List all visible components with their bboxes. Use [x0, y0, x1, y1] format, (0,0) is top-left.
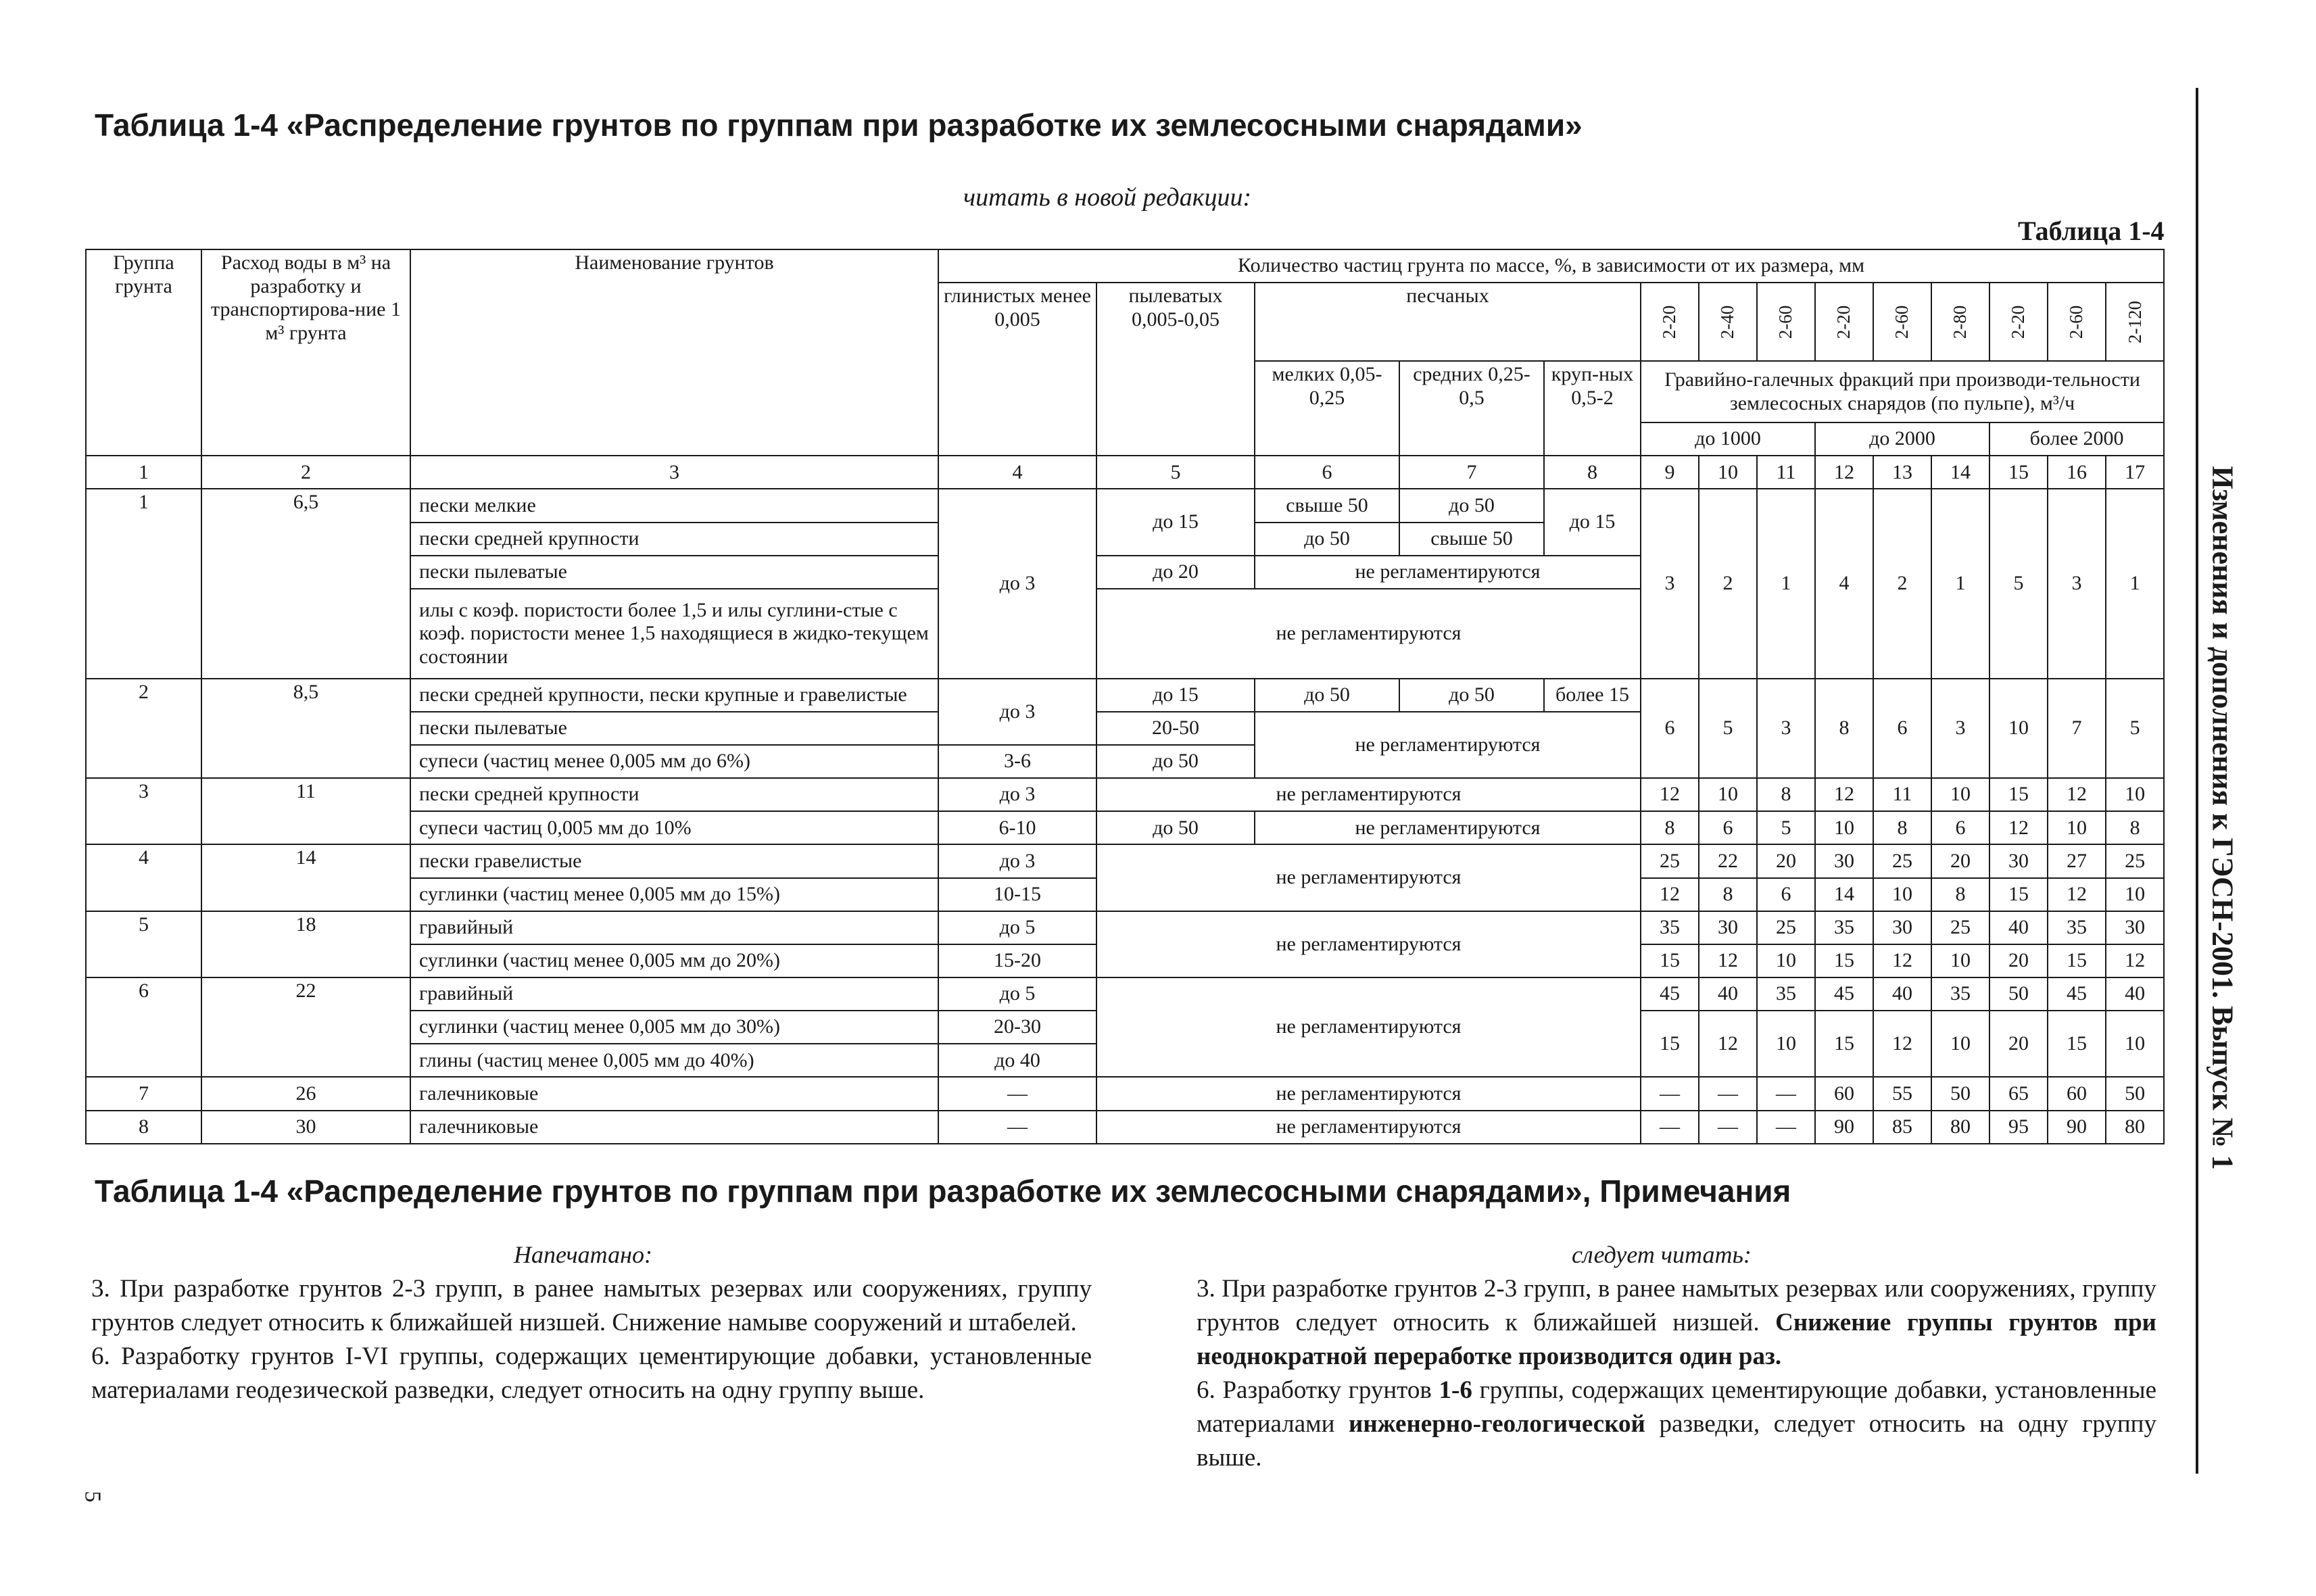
table-cell: 85 — [1873, 1111, 1931, 1144]
hdr-size: 2-20 — [1815, 283, 1873, 361]
table-cell: 80 — [2106, 1111, 2164, 1144]
hdr-perf: до 1000 — [1641, 422, 1815, 456]
table-cell: 6 — [1641, 679, 1699, 778]
table-cell: свыше 50 — [1399, 523, 1544, 556]
table-cell: пески гравелистые — [410, 844, 938, 877]
table-cell: супеси частиц 0,005 мм до 10% — [410, 811, 938, 844]
table-cell: 10 — [1699, 778, 1757, 811]
table-cell: 10 — [1873, 878, 1931, 911]
table-cell: 15 — [1815, 944, 1873, 977]
table-cell: 16 — [2048, 456, 2106, 489]
table-cell: 35 — [1641, 911, 1699, 944]
table-cell: до 50 — [1096, 811, 1255, 844]
table-cell: илы с коэф. пористости более 1,5 и илы суглини-стые с коэф. пористости менее 1,5 находящиеся в жидко-текущем состоянии — [410, 589, 938, 679]
table-cell: 30 — [1989, 844, 2048, 877]
table-cell: 5 — [2106, 679, 2164, 778]
table-cell: пески средней крупности, пески крупные и гравелистые — [410, 679, 938, 712]
table-cell: 1 — [2106, 489, 2164, 678]
table-cell: 12 — [1699, 1011, 1757, 1077]
table-cell: 6 — [1931, 811, 1989, 844]
table-cell: 12 — [1989, 811, 2048, 844]
table-cell: пески средней крупности — [410, 523, 938, 556]
table-cell: до 50 — [1096, 745, 1255, 778]
table-cell: 35 — [2048, 911, 2106, 944]
should-read-title: следует читать: — [1572, 1241, 1752, 1268]
note-6-old: 6. Разработку грунтов I-VI группы, содержащих цементирующие добавки, установленные материалами геодезической разведки, следует относить на одну группу выше. — [91, 1343, 1092, 1404]
table-cell: 2 — [1699, 489, 1757, 678]
table-cell: 12 — [1873, 944, 1931, 977]
table-cell: суглинки (частиц менее 0,005 мм до 20%) — [410, 944, 938, 977]
table-cell: 30 — [1815, 844, 1873, 877]
table-cell: 12 — [1873, 1011, 1931, 1077]
margin-rule — [2196, 88, 2198, 1474]
table-cell: галечниковые — [410, 1077, 938, 1110]
table-cell: 5 — [1989, 489, 2048, 678]
table-cell: 20 — [1989, 944, 2048, 977]
table-cell: 8 — [1873, 811, 1931, 844]
table-cell: 10 — [1699, 456, 1757, 489]
table-cell: 2 — [86, 679, 201, 778]
table-cell: 8,5 — [201, 679, 410, 778]
table-cell: не регламентируются — [1096, 911, 1641, 977]
table-row — [86, 977, 2164, 1011]
hdr-group: Группа грунта — [86, 249, 201, 456]
hdr-sand: песчаных — [1255, 283, 1641, 361]
table-cell: 6,5 — [201, 489, 410, 678]
table-cell: 15 — [1641, 944, 1699, 977]
table-cell: — — [1757, 1077, 1815, 1110]
table-cell: 11 — [1757, 456, 1815, 489]
table-cell: — — [938, 1111, 1096, 1144]
table-cell: 55 — [1873, 1077, 1931, 1110]
table-cell: до 40 — [938, 1044, 1096, 1077]
table-cell: 45 — [2048, 977, 2106, 1011]
table-cell: 10 — [1757, 1011, 1815, 1077]
hdr-perf: до 2000 — [1815, 422, 1989, 456]
table-cell: 40 — [2106, 977, 2164, 1011]
hdr-coarse: круп-ных 0,5-2 — [1544, 361, 1641, 456]
table-cell: 3 — [1757, 679, 1815, 778]
note-6-new: 6. Разработку грунтов 1-6 группы, содержащих цементирующие добавки, установленные материалами инженерно-геологической разведки, следует относить на одну группу выше. — [1197, 1376, 2156, 1472]
table-cell: 22 — [1699, 844, 1757, 877]
hdr-size: 2-60 — [1873, 283, 1931, 361]
hdr-medium: средних 0,25-0,5 — [1399, 361, 1544, 456]
table-row — [86, 679, 2164, 712]
table-row — [86, 1077, 2164, 1110]
table-cell: 20-50 — [1096, 712, 1255, 745]
table-cell: 4 — [1815, 489, 1873, 678]
table-cell: 13 — [1873, 456, 1931, 489]
table-caption: Таблица 1-4 — [2018, 216, 2165, 246]
table-cell: свыше 50 — [1255, 489, 1399, 522]
table-cell: до 3 — [938, 679, 1096, 745]
table-cell: 25 — [1641, 844, 1699, 877]
table-cell: 80 — [1931, 1111, 1989, 1144]
table-cell: 5 — [1757, 811, 1815, 844]
table-cell: 8 — [1544, 456, 1641, 489]
table-cell: не регламентируются — [1096, 589, 1641, 679]
table-cell: 8 — [1641, 811, 1699, 844]
table-cell: 14 — [1815, 878, 1873, 911]
table-cell: до 50 — [1399, 679, 1544, 712]
table-cell: супеси (частиц менее 0,005 мм до 6%) — [410, 745, 938, 778]
table-cell: пески пылеватые — [410, 712, 938, 745]
table-row — [86, 489, 2164, 522]
table-cell: 6 — [1699, 811, 1757, 844]
table-cell: 22 — [201, 977, 410, 1077]
table-cell: 15 — [1641, 1011, 1699, 1077]
table-cell: до 15 — [1096, 489, 1255, 555]
table-heading: Таблица 1-4 «Распределение грунтов по группам при разработке их землесосными снарядами» — [95, 107, 1583, 143]
table-cell: 50 — [1931, 1077, 1989, 1110]
running-header-vertical: Изменения и дополнения к ГЭСН-2001. Выпуск № 1 — [2206, 466, 2240, 1170]
table-cell: не регламентируются — [1096, 844, 1641, 911]
table-cell: не регламентируются — [1096, 778, 1641, 811]
table-cell: 25 — [1757, 911, 1815, 944]
hdr-water: Расход воды в м³ на разработку и транспортирова-ние 1 м³ грунта — [201, 249, 410, 456]
table-row — [86, 911, 2164, 944]
table-cell: более 15 — [1544, 679, 1641, 712]
hdr-particles: Количество частиц грунта по массе, %, в зависимости от их размера, мм — [938, 249, 2164, 283]
table-cell: 15 — [1989, 778, 2048, 811]
table-cell: 30 — [1699, 911, 1757, 944]
table-cell: 11 — [201, 778, 410, 844]
table-cell: 3 — [2048, 489, 2106, 678]
table-cell: не регламентируются — [1096, 977, 1641, 1077]
table-cell: 10 — [1989, 679, 2048, 778]
hdr-name: Наименование грунтов — [410, 249, 938, 456]
hdr-size: 2-80 — [1931, 283, 1989, 361]
table-cell: 15 — [1989, 878, 2048, 911]
table-cell: 1 — [86, 489, 201, 678]
table-cell: 25 — [2106, 844, 2164, 877]
table-cell: 4 — [938, 456, 1096, 489]
table-cell: суглинки (частиц менее 0,005 мм до 30%) — [410, 1011, 938, 1044]
table-cell: 20 — [1931, 844, 1989, 877]
table-cell: галечниковые — [410, 1111, 938, 1144]
table-cell: до 50 — [1255, 523, 1399, 556]
table-cell: — — [1699, 1077, 1757, 1110]
hdr-size: 2-120 — [2106, 283, 2164, 361]
table-cell: 12 — [1699, 944, 1757, 977]
table-cell: суглинки (частиц менее 0,005 мм до 15%) — [410, 878, 938, 911]
table-cell: 12 — [1815, 456, 1873, 489]
table-cell: 6 — [86, 977, 201, 1077]
hdr-size: 2-20 — [1641, 283, 1699, 361]
table-cell: 30 — [201, 1111, 410, 1144]
table-cell: 8 — [86, 1111, 201, 1144]
table-cell: 3 — [1931, 679, 1989, 778]
table-cell: 30 — [1873, 911, 1931, 944]
table-cell: 7 — [86, 1077, 201, 1110]
table-cell: не регламентируются — [1255, 556, 1641, 589]
table-cell: 8 — [1757, 778, 1815, 811]
hdr-clay: глинистых менее 0,005 — [938, 283, 1096, 456]
table-cell: 35 — [1757, 977, 1815, 1011]
table-cell: 25 — [1873, 844, 1931, 877]
table-cell: 15 — [2048, 1011, 2106, 1077]
table-cell: 25 — [1931, 911, 1989, 944]
note-3-old: 3. При разработке грунтов 2-3 групп, в ранее намытых резервах или сооружениях, группу грунтов следует относить к ближайшей низшей. Снижение намыве сооружений и штабелей. — [91, 1275, 1092, 1336]
table-cell: до 5 — [938, 911, 1096, 944]
table-cell: до 3 — [938, 489, 1096, 678]
printed-title: Напечатано: — [514, 1241, 652, 1268]
corrected-notes — [1197, 1272, 2156, 1475]
table-cell: 12 — [1641, 778, 1699, 811]
table-cell: 15 — [2048, 944, 2106, 977]
table-cell: 2 — [201, 456, 410, 489]
table-cell: 35 — [1931, 977, 1989, 1011]
table-cell: до 20 — [1096, 556, 1255, 589]
table-cell: 50 — [1989, 977, 2048, 1011]
table-cell: 40 — [1989, 911, 2048, 944]
table-cell: не регламентируются — [1096, 1111, 1641, 1144]
table-cell: 10 — [1757, 944, 1815, 977]
table-cell: 15-20 — [938, 944, 1096, 977]
table-cell: 10 — [2106, 878, 2164, 911]
hdr-perf: более 2000 — [1989, 422, 2164, 456]
table-cell: — — [1699, 1111, 1757, 1144]
table-cell: глины (частиц менее 0,005 мм до 40%) — [410, 1044, 938, 1077]
notes-heading: Таблица 1-4 «Распределение грунтов по группам при разработке их землесосными снарядами», Примечания — [95, 1174, 1791, 1209]
soil-groups-table — [85, 249, 2165, 1144]
table-cell: 18 — [201, 911, 410, 977]
table-cell: — — [1641, 1077, 1699, 1110]
table-cell: 1 — [1931, 489, 1989, 678]
table-cell: 10 — [2048, 811, 2106, 844]
table-row — [86, 1111, 2164, 1144]
hdr-silt: пылеватых 0,005-0,05 — [1096, 283, 1255, 456]
table-cell: 6 — [1255, 456, 1399, 489]
table-cell: 60 — [2048, 1077, 2106, 1110]
column-numbers-row — [86, 456, 2164, 489]
table-row — [86, 844, 2164, 877]
table-cell: 8 — [2106, 811, 2164, 844]
table-cell: — — [1641, 1111, 1699, 1144]
hdr-gravel: Гравийно-галечных фракций при производи-тельности землесосных снарядов (по пульпе), м³/ч — [1641, 361, 2164, 422]
table-cell: 10 — [1815, 811, 1873, 844]
table-cell: 6-10 — [938, 811, 1096, 844]
printed-notes — [91, 1272, 1092, 1407]
table-cell: 90 — [2048, 1111, 2106, 1144]
table-cell: 14 — [201, 844, 410, 911]
table-cell: 7 — [2048, 679, 2106, 778]
table-cell: 90 — [1815, 1111, 1873, 1144]
table-cell: 8 — [1699, 878, 1757, 911]
table-cell: — — [938, 1077, 1096, 1110]
table-cell: 1 — [1757, 489, 1815, 678]
table-cell: 26 — [201, 1077, 410, 1110]
table-cell: гравийный — [410, 911, 938, 944]
table-cell: 20 — [1989, 1011, 2048, 1077]
hdr-fine: мелких 0,05-0,25 — [1255, 361, 1399, 456]
table-cell: 3-6 — [938, 745, 1096, 778]
table-cell: 9 — [1641, 456, 1699, 489]
table-cell: 1 — [86, 456, 201, 489]
table-cell: 45 — [1815, 977, 1873, 1011]
table-cell: до 50 — [1255, 679, 1399, 712]
table-cell: 10 — [2106, 1011, 2164, 1077]
table-cell: 12 — [2106, 944, 2164, 977]
note-3-new: 3. При разработке грунтов 2-3 групп, в ранее намытых резервах или сооружениях, группу грунтов следует относить к ближайшей низшей. Снижение группы грунтов при неоднократной переработке производится один раз. — [1197, 1275, 2156, 1370]
table-cell: 35 — [1815, 911, 1873, 944]
table-cell: 4 — [86, 844, 201, 911]
table-cell: 14 — [1931, 456, 1989, 489]
table-cell: 60 — [1815, 1077, 1873, 1110]
table-cell: 20 — [1757, 844, 1815, 877]
table-cell: 10 — [1931, 944, 1989, 977]
table-cell: 2 — [1873, 489, 1931, 678]
table-cell: 3 — [86, 778, 201, 844]
table-cell: гравийный — [410, 977, 938, 1011]
table-cell: 65 — [1989, 1077, 2048, 1110]
table-cell: 12 — [1641, 878, 1699, 911]
table-cell: 6 — [1757, 878, 1815, 911]
table-cell: — — [1757, 1111, 1815, 1144]
table-cell: не регламентируются — [1096, 1077, 1641, 1110]
table-cell: 8 — [1931, 878, 1989, 911]
table-cell: 12 — [2048, 878, 2106, 911]
table-cell: 6 — [1873, 679, 1931, 778]
table-cell: 17 — [2106, 456, 2164, 489]
table-cell: 50 — [2106, 1077, 2164, 1110]
table-cell: не регламентируются — [1255, 811, 1641, 844]
table-cell: до 5 — [938, 977, 1096, 1011]
table-cell: 45 — [1641, 977, 1699, 1011]
table-cell: не регламентируются — [1255, 712, 1641, 778]
table-cell: 20-30 — [938, 1011, 1096, 1044]
edition-note: читать в новой редакции: — [963, 183, 1252, 212]
table-cell: 27 — [2048, 844, 2106, 877]
table-cell: до 15 — [1544, 489, 1641, 555]
table-cell: 15 — [1989, 456, 2048, 489]
table-cell: до 15 — [1096, 679, 1255, 712]
table-cell: 5 — [86, 911, 201, 977]
table-cell: 12 — [2048, 778, 2106, 811]
hdr-size: 2-60 — [2048, 283, 2106, 361]
table-cell: 40 — [1873, 977, 1931, 1011]
table-cell: 10 — [1931, 778, 1989, 811]
table-cell: 12 — [1815, 778, 1873, 811]
table-cell: пески пылеватые — [410, 556, 938, 589]
table-cell: 5 — [1699, 679, 1757, 778]
table-cell: пески мелкие — [410, 489, 938, 522]
hdr-size: 2-60 — [1757, 283, 1815, 361]
table-cell: 40 — [1699, 977, 1757, 1011]
table-cell: до 3 — [938, 778, 1096, 811]
table-cell: 7 — [1399, 456, 1544, 489]
hdr-size: 2-40 — [1699, 283, 1757, 361]
table-cell: 11 — [1873, 778, 1931, 811]
table-cell: 3 — [410, 456, 938, 489]
table-cell: 5 — [1096, 456, 1255, 489]
table-row — [86, 778, 2164, 811]
table-cell: до 50 — [1399, 489, 1544, 522]
page-number: 5 — [80, 1491, 105, 1503]
hdr-size: 2-20 — [1989, 283, 2048, 361]
table-cell: 30 — [2106, 911, 2164, 944]
table-cell: 3 — [1641, 489, 1699, 678]
table-cell: 10-15 — [938, 878, 1096, 911]
table-cell: до 3 — [938, 844, 1096, 877]
table-cell: 95 — [1989, 1111, 2048, 1144]
table-cell: 10 — [2106, 778, 2164, 811]
table-cell: 15 — [1815, 1011, 1873, 1077]
table-cell: 8 — [1815, 679, 1873, 778]
table-cell: пески средней крупности — [410, 778, 938, 811]
table-cell: 10 — [1931, 1011, 1989, 1077]
